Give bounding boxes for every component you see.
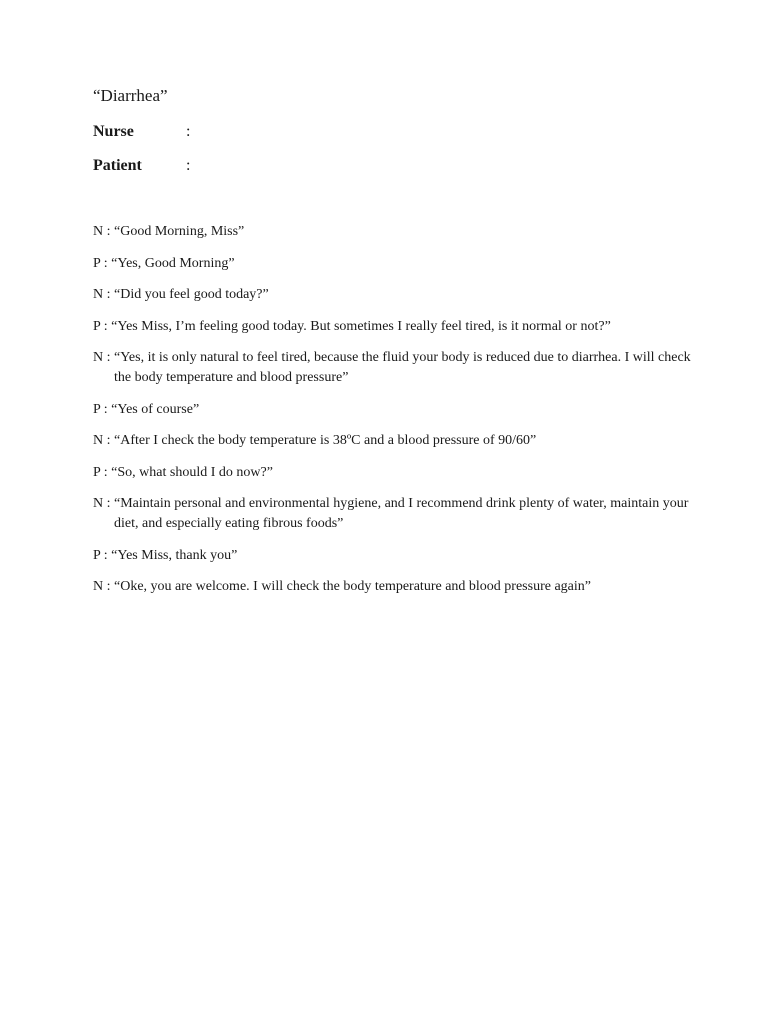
speaker-label: P : — [93, 401, 112, 417]
dialogue-line — [93, 431, 693, 451]
speaker-label: P : — [93, 547, 112, 563]
utterance-text: “Oke, you are welcome. I will check the body temperature and blood pressure again” — [114, 579, 591, 594]
speaker-label: N : — [93, 579, 114, 594]
document-title: “Diarrhea” — [93, 86, 168, 105]
dialogue-line — [93, 348, 693, 388]
role-name: Nurse — [93, 123, 134, 140]
utterance-text: “Did you feel good today?” — [114, 287, 269, 302]
utterance-text: “Yes, it is only natural to feel tired, because the fluid your body is reduced due to diarrhea. I will check the body temperature and blood pressure” — [114, 350, 691, 385]
dialogue-line — [93, 254, 693, 274]
dialogue-line — [93, 222, 693, 242]
dialogue-line — [93, 285, 693, 305]
dialogue-line — [93, 494, 693, 534]
speaker-label: N : — [93, 350, 114, 365]
speaker-label: N : — [93, 496, 114, 511]
utterance-text: “Yes, Good Morning” — [111, 255, 235, 271]
utterance-text: “Maintain personal and environmental hygiene, and I recommend drink plenty of water, maintain your diet, and especially eating fibrous foods” — [114, 496, 689, 531]
utterance-text: “So, what should I do now?” — [111, 464, 273, 480]
utterance-text: “Yes Miss, thank you” — [111, 547, 238, 563]
role-colon: : — [186, 123, 191, 140]
dialogue-line — [93, 317, 693, 337]
dialogue-line — [93, 546, 693, 566]
speaker-label: P : — [93, 318, 112, 334]
role-patient — [93, 157, 190, 175]
utterance-text: “Good Morning, Miss” — [114, 224, 245, 239]
utterance-text: “Yes of course” — [111, 401, 200, 417]
speaker-label: N : — [93, 287, 114, 302]
role-name: Patient — [93, 157, 142, 174]
utterance-text: “Yes Miss, I’m feeling good today. But sometimes I really feel tired, is it normal or not?” — [111, 318, 611, 334]
dialogue-line — [93, 463, 693, 483]
dialogue-line — [93, 577, 693, 597]
speaker-label: P : — [93, 255, 112, 271]
dialogue-line — [93, 400, 693, 420]
dialogue-list — [93, 222, 693, 609]
speaker-label: N : — [93, 433, 114, 448]
speaker-label: P : — [93, 464, 112, 480]
role-colon: : — [186, 157, 191, 174]
speaker-label: N : — [93, 224, 114, 239]
role-nurse — [93, 123, 190, 141]
utterance-text: “After I check the body temperature is 38ºC and a blood pressure of 90/60” — [114, 433, 537, 448]
